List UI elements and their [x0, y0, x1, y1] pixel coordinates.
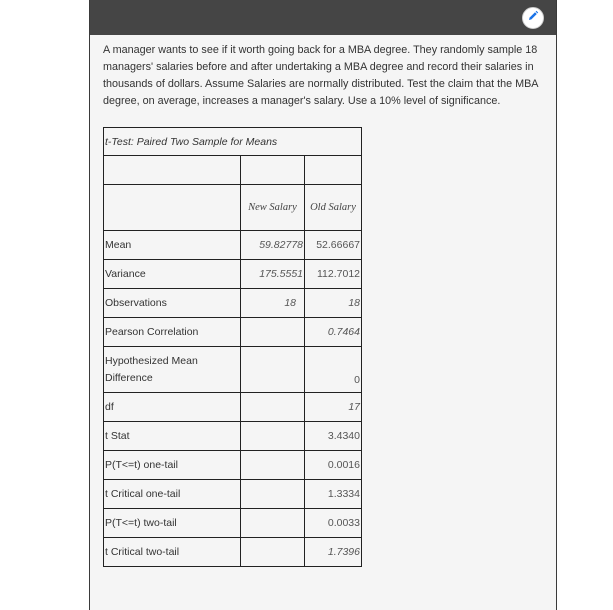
row-label: t Stat [104, 422, 241, 451]
row-label: df [104, 393, 241, 422]
cell-new [241, 451, 305, 480]
ttest-table [103, 127, 362, 567]
blank-cell [104, 185, 241, 231]
row-label: Mean [104, 231, 241, 260]
row-label: P(T<=t) two-tail [104, 509, 241, 538]
pencil-icon [527, 9, 539, 27]
row-label: Variance [104, 260, 241, 289]
row-label: t Critical one-tail [104, 480, 241, 509]
edit-button[interactable] [522, 7, 544, 29]
row-label: Observations [104, 289, 241, 318]
cell-new [241, 393, 305, 422]
question-text: A manager wants to see if it worth going back for a MBA degree. They randomly sample 18 managers' salaries before and after undertaking a MBA degree and record their salaries in thousands of dollars. Assume Salaries are normally distributed. Test the claim that the MBA degree, on average, increases a manager's salary. Use a 10% level of significance. [103, 44, 538, 107]
cell-old: 112.7012 [305, 260, 362, 289]
row-label: Hypothesized Mean Difference [104, 347, 241, 393]
cell-old: 1.3334 [305, 480, 362, 509]
cell-new [241, 347, 305, 393]
blank-cell [305, 156, 362, 185]
cell-new: 59.82778 [241, 231, 305, 260]
cell-old: 3.4340 [305, 422, 362, 451]
blank-cell [104, 156, 241, 185]
question-card [89, 0, 557, 610]
table-title: t-Test: Paired Two Sample for Means [104, 128, 362, 156]
cell-old: 1.7396 [305, 538, 362, 567]
cell-new [241, 480, 305, 509]
cell-old: 0.0033 [305, 509, 362, 538]
cell-new [241, 422, 305, 451]
cell-new [241, 509, 305, 538]
cell-old: 18 [305, 289, 362, 318]
cell-new: 175.5551 [241, 260, 305, 289]
cell-old: 17 [305, 393, 362, 422]
cell-new: 18 [241, 289, 305, 318]
card-header [90, 0, 556, 35]
row-label: Pearson Correlation [104, 318, 241, 347]
blank-cell [241, 156, 305, 185]
col-header-old-salary: Old Salary [305, 185, 362, 231]
cell-new [241, 318, 305, 347]
row-label: t Critical two-tail [104, 538, 241, 567]
row-label: P(T<=t) one-tail [104, 451, 241, 480]
col-header-new-salary: New Salary [241, 185, 305, 231]
cell-old: 0.7464 [305, 318, 362, 347]
cell-old: 0 [305, 347, 362, 393]
cell-old: 0.0016 [305, 451, 362, 480]
cell-new [241, 538, 305, 567]
cell-old: 52.66667 [305, 231, 362, 260]
